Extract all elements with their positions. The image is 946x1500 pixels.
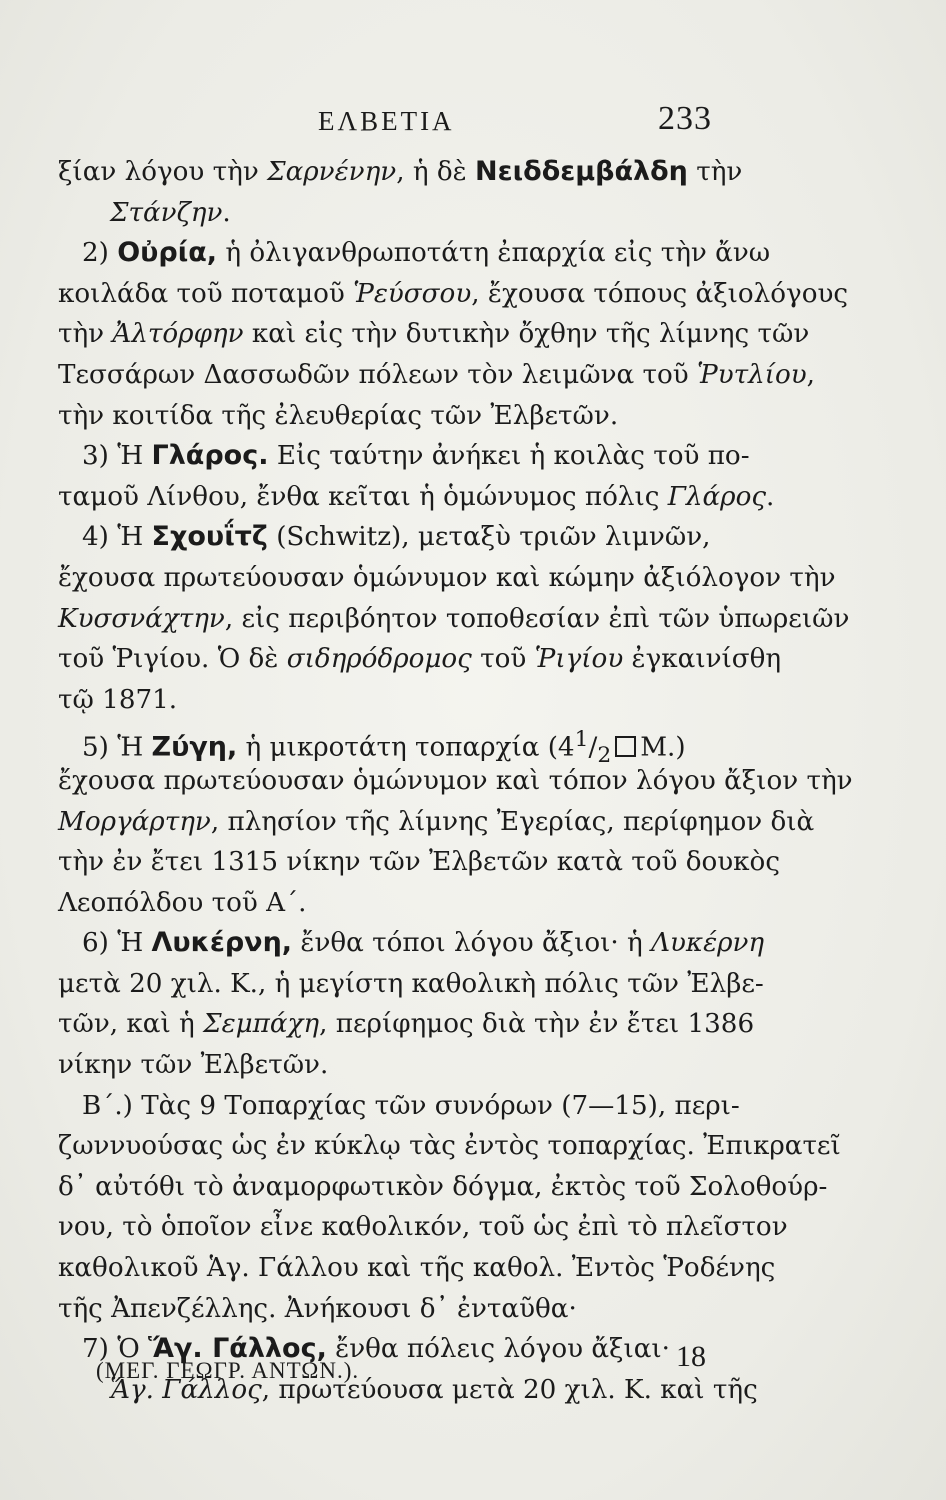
italic-name: Σεμπάχη	[203, 1009, 320, 1040]
italic-name: Ῥεύσσου	[353, 278, 472, 309]
headword: Ἅγ. Γάλλος,	[148, 1333, 327, 1365]
square-symbol	[615, 736, 636, 757]
text-run: τὴν ἐν ἔτει 1315 νίκην τῶν Ἐλβετῶν κατὰ τοῦ δουκὸς	[58, 847, 780, 878]
text-line	[58, 680, 764, 721]
text-run: ἡ μικροτάτη τοπαρχία (4	[237, 733, 575, 764]
italic-name: Ἅγ. Γάλλος	[110, 1374, 262, 1405]
text-line	[58, 1126, 841, 1167]
headword: Ζύγη,	[151, 732, 238, 764]
text-line	[58, 477, 775, 518]
text-run: Εἰς ταύτην ἀνήκει ἡ κοιλὰς τοῦ πο-	[268, 441, 750, 472]
text-line	[58, 517, 764, 558]
text-run: 7) Ὁ	[82, 1334, 149, 1365]
running-title: ΕΛΒΕΤΙΑ	[318, 106, 455, 136]
text-run: ξίαν λόγου τὴν	[58, 157, 268, 187]
text-run: τὴν	[58, 319, 113, 350]
text-run: ταμοῦ Λίνθου, ἔνθα κεῖται ἡ ὁμώνυμος πόλις	[58, 481, 668, 512]
text-line	[58, 396, 764, 437]
text-run: Β΄.) Τὰς 9 Τοπαρχίας τῶν συνόρων (7—15), περι-	[82, 1090, 740, 1121]
text-line	[58, 193, 764, 234]
text-run: κοιλάδα τοῦ ποταμοῦ	[58, 278, 354, 309]
text-run: Λεοπόλδου τοῦ Α΄.	[58, 887, 307, 918]
text-run: 5) Ἡ	[82, 733, 152, 764]
text-run: νου, τὸ ὁποῖον εἶνε καθολικόν, τοῦ ὡς ἐπὶ τὸ πλεῖστον	[58, 1212, 788, 1243]
text-run: , εἰς περιβόητον τοποθεσίαν ἐπὶ τῶν ὑπωρειῶν	[224, 603, 850, 634]
text-line	[58, 883, 764, 924]
text-run: τῆς Ἀπενζέλλης. Ἀνήκουσι δ᾽ ἐνταῦθα·	[58, 1293, 577, 1324]
page-footer	[0, 1340, 946, 1400]
text-line	[58, 233, 771, 274]
text-run: ἐγκαινίσθη	[623, 644, 782, 675]
text-line	[58, 1004, 764, 1045]
text-run: Τεσσάρων Δασσωδῶν πόλεων τὸν λειμῶνα τοῦ	[58, 359, 697, 390]
text-run: ἡ ὀλιγανθρωποτάτη ἐπαρχία εἰς τὴν ἄνω	[217, 238, 771, 269]
text-run: , περίφημος διὰ τὴν ἐν ἔτει 1386	[319, 1009, 755, 1040]
text-run: καθολικοῦ Ἁγ. Γάλλου καὶ τῆς καθολ. Ἐντὸς Ῥοδένης	[58, 1253, 776, 1284]
text-line	[58, 639, 782, 680]
text-run: ἔνθα τόποι λόγου ἄξιοι· ἡ	[292, 928, 652, 959]
text-line	[58, 964, 764, 1005]
text-run: ἔνθα πόλεις λόγου ἄξιαι·	[326, 1334, 670, 1365]
text-run: Μ.)	[640, 733, 686, 764]
text-run: 1	[574, 727, 589, 753]
text-line	[58, 1086, 764, 1127]
text-run: ἔχουσα πρωτεύουσαν ὁμώνυμον καὶ κώμην ἀξιόλογον τὴν	[58, 562, 836, 593]
headword: Οὐρία,	[117, 237, 218, 269]
text-run: καὶ εἰς τὴν δυτικὴν ὄχθην τῆς λίμνης τῶν	[243, 319, 810, 350]
text-run: , ἡ δὲ	[396, 157, 475, 187]
text-run: , πρωτεύουσα μετὰ 20 χιλ. Κ. καὶ τῆς	[261, 1374, 758, 1405]
text-line	[58, 599, 850, 640]
italic-name: σιδηρόδρομος	[286, 644, 472, 675]
italic-name: Κυσσνάχτην	[58, 603, 225, 634]
text-run: τὴν κοιτίδα τῆς ἐλευθερίας τῶν Ἐλβετῶν.	[58, 400, 619, 431]
text-line	[58, 152, 764, 193]
text-run: μετὰ 20 χιλ. Κ., ἡ μεγίστη καθολικὴ πόλις τῶν Ἐλβε-	[58, 968, 764, 999]
text-line	[58, 1045, 764, 1086]
italic-name: Ῥιγίου	[534, 644, 624, 675]
text-run: ζωννυούσας ὡς ἐν κύκλῳ τὰς ἐντὸς τοπαρχίας. Ἐπικρατεῖ	[58, 1131, 841, 1162]
text-run: , ἔχουσα τόπους ἀξιολόγους	[471, 278, 849, 309]
italic-name: Σαρνένην	[267, 157, 397, 187]
text-line	[58, 923, 764, 964]
running-head	[0, 100, 946, 140]
text-line	[58, 436, 764, 477]
text-line	[58, 1207, 788, 1248]
text-run: τοῦ Ῥιγίου. Ὁ δὲ	[58, 644, 287, 675]
text-run: ἔχουσα πρωτεύουσαν ὁμώνυμον καὶ τόπον λόγου ἄξιον τὴν	[58, 765, 853, 796]
headword: Λυκέρνη,	[151, 927, 293, 959]
italic-name: Ἀλτόρφην	[112, 319, 244, 350]
text-run: ,	[806, 359, 815, 390]
text-line	[58, 1167, 828, 1208]
text-run: 4) Ἡ	[82, 522, 152, 553]
text-run: 2)	[82, 238, 118, 269]
signature-mark: 18	[676, 1340, 706, 1373]
italic-name: Στάνζην	[110, 197, 223, 228]
page-number: 233	[658, 100, 712, 137]
text-line	[58, 274, 849, 315]
text-run: (Schwitz), μεταξὺ τριῶν λιμνῶν,	[267, 522, 711, 553]
text-run: 3) Ἡ	[82, 441, 152, 472]
headword: Νειδδεμβάλδη	[475, 156, 688, 187]
text-run: 2	[597, 743, 612, 769]
text-line	[58, 1289, 764, 1330]
text-run: δ᾽ αὐτόθι τὸ ἀναμορφωτικὸν δόγμα, ἐκτὸς τοῦ Σολοθούρ-	[58, 1171, 828, 1202]
text-line	[58, 842, 780, 883]
text-run: τοῦ	[471, 644, 535, 675]
text-run: τῶν, καὶ ἡ	[58, 1009, 204, 1040]
text-line	[58, 558, 836, 599]
italic-name: Λυκέρνη	[651, 928, 765, 959]
footer-source: (ΜΕΓ. ΓΕΩΓΡ. ΑΝΤΩΝ.).	[96, 1358, 360, 1383]
body-text	[58, 152, 853, 1410]
text-line	[58, 314, 810, 355]
text-line	[58, 720, 764, 769]
text-run: /	[588, 733, 598, 764]
text-run: 6) Ἡ	[82, 928, 152, 959]
italic-name: Ῥυτλίου	[697, 359, 807, 390]
text-run: τῷ 1871.	[58, 684, 178, 715]
headword: Γλάρος.	[151, 440, 269, 472]
text-run: νίκην τῶν Ἐλβετῶν.	[58, 1050, 329, 1081]
text-run: .	[766, 481, 775, 512]
text-run: .	[222, 197, 231, 228]
text-line	[58, 355, 815, 396]
italic-name: Γλάρος	[667, 481, 766, 512]
text-line	[58, 1248, 776, 1289]
italic-name: Μοργάρτην	[58, 806, 211, 837]
text-line	[58, 761, 853, 802]
headword: Σχουΐτζ	[151, 521, 268, 553]
text-run: τὴν	[687, 157, 743, 187]
text-line	[58, 802, 815, 843]
text-run: , πλησίον τῆς λίμνης Ἐγερίας, περίφημον διὰ	[210, 806, 815, 837]
